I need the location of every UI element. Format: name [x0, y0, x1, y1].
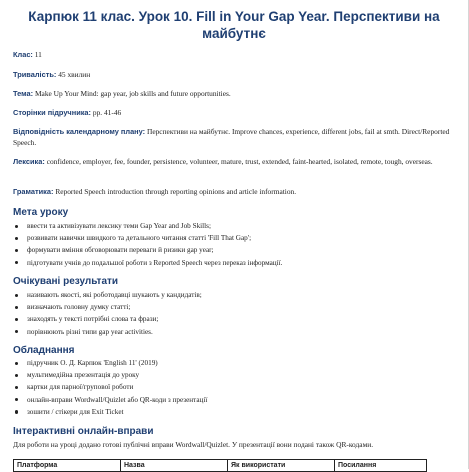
meta-duration-value: 45 хвилин: [58, 70, 91, 79]
results-item-text: називають якості, які роботодавці шукають у кандидатів;: [27, 291, 202, 299]
table-header-row: [14, 460, 427, 472]
equipment-item-text: підручник О. Д. Карпюк 'English 11' (2019): [27, 359, 158, 367]
meta-topic: [13, 89, 456, 100]
meta-vocabulary-key: Лексика:: [13, 157, 45, 166]
equipment-heading: Обладнання: [13, 345, 75, 356]
results-list: [13, 289, 456, 338]
equipment-item-text: зошити / стікери для Exit Ticket: [27, 407, 124, 416]
bullet-icon: [15, 330, 18, 333]
list-item: [13, 220, 456, 232]
goals-item-text: розвивати навички швидкого та детального читання статті 'Fill That Gap';: [27, 234, 252, 243]
bullet-icon: [15, 261, 18, 264]
list-item: [13, 381, 456, 393]
goals-heading: Мета уроку: [13, 207, 69, 218]
bullet-icon: [15, 249, 18, 252]
online-intro: Для роботи на уроці додано готові публічні вправи Wordwall/Quizlet. У презентації вони подані також QR-кодами.: [13, 440, 374, 449]
list-item: [13, 301, 456, 313]
goals-item-text: формувати вміння обговорювати переваги й ризики gap year;: [27, 246, 214, 255]
meta-pages-key: Сторінки підручника:: [13, 108, 92, 117]
meta-class-key: Клас:: [13, 50, 33, 59]
meta-class-value: 11: [34, 50, 42, 59]
column-header-usage: Як використати: [228, 460, 335, 472]
equipment-item-text: онлайн-вправи Wordwall/Quizlet або QR-коди з презентації: [27, 395, 208, 404]
meta-duration-key: Тривалість:: [13, 70, 57, 79]
bullet-icon: [15, 362, 18, 365]
equipment-item-text: мультимедійна презентація до уроку: [27, 371, 140, 380]
meta-class: [13, 50, 456, 61]
goals-item-text: ввести та активізувати лексику теми Gap Year and Job Skills;: [27, 222, 211, 230]
results-item-text: порівнюють різні типи gap year activities.: [27, 327, 153, 336]
bullet-icon: [15, 306, 18, 309]
column-header-platform: Платформа: [14, 460, 121, 472]
bullet-icon: [15, 294, 18, 297]
meta-grammar-value: Reported Speech introduction through reporting opinions and article information.: [55, 187, 297, 196]
results-item-text: знаходять у тексті потрібні слова та фрази;: [27, 315, 159, 324]
meta-pages-value: pp. 41-46: [92, 108, 122, 117]
bullet-icon: [15, 374, 18, 377]
meta-vocabulary-value: confidence, employer, fee, founder, persistence, volunteer, mature, trust, extended, faint-hearted, isolated, remote, tough, overseas.: [46, 157, 433, 166]
meta-plan: [13, 127, 456, 148]
meta-topic-value: Make Up Your Mind: gap year, job skills and future opportunities.: [34, 89, 231, 98]
bullet-icon: [15, 398, 18, 401]
list-item: [13, 369, 456, 381]
list-item: [13, 406, 456, 418]
meta-topic-key: Тема:: [13, 89, 34, 98]
equipment-item-text: картки для парної/групової роботи: [27, 383, 134, 392]
bullet-icon: [15, 410, 18, 413]
online-heading: Інтерактивні онлайн-вправи: [13, 426, 154, 437]
bullet-icon: [15, 225, 18, 228]
meta-duration: [13, 70, 456, 81]
bullet-icon: [15, 318, 18, 321]
list-item: [13, 357, 456, 369]
list-item: [13, 232, 456, 244]
meta-plan-value: Перспективи на майбутнє. Improve chances, experience, different jobs, fail at smth. Direct/Reported Speech.: [13, 127, 450, 147]
results-heading: Очікувані результати: [13, 276, 119, 287]
column-header-name: Назва: [121, 460, 228, 472]
list-item: [13, 326, 456, 338]
list-item: [13, 289, 456, 301]
bullet-icon: [15, 237, 18, 240]
list-item: [13, 394, 456, 406]
meta-grammar-key: Граматика:: [13, 187, 54, 196]
exercises-table: [13, 459, 427, 472]
equipment-list: [13, 357, 456, 418]
meta-vocabulary: [13, 157, 456, 168]
goals-list: [13, 220, 456, 269]
list-item: [13, 313, 456, 325]
document-title: Карпюк 11 клас. Урок 10. Fill in Your Gap Year. Перспективи на майбутнє: [28, 9, 440, 41]
bullet-icon: [15, 386, 18, 389]
meta-pages: [13, 108, 456, 119]
results-item-text: визначають головну думку статті;: [27, 303, 131, 312]
goals-item-text: підготувати учнів до подальшої роботи з Reported Speech через переказ інформації.: [27, 258, 283, 267]
meta-plan-key: Відповідність календарному плану:: [13, 127, 146, 136]
column-header-link: Посилання: [335, 460, 427, 472]
list-item: [13, 244, 456, 256]
meta-grammar: [13, 187, 456, 198]
list-item: [13, 257, 456, 269]
